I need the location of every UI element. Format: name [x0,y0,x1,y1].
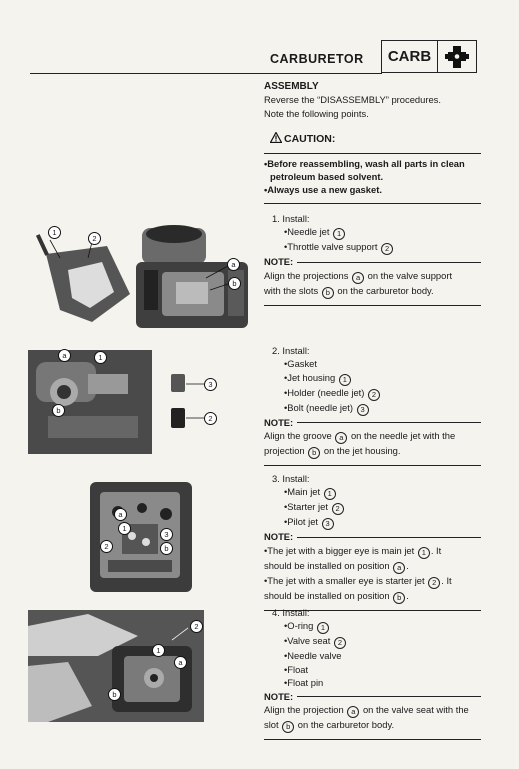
note-text: with the slots [264,284,321,296]
note-text: . [406,559,409,571]
callout-b: b [108,688,121,701]
part-number-circle: 1 [333,228,345,240]
callout-2: 2 [88,232,101,245]
note-text-line [264,703,481,718]
figure-2-photo [28,344,228,456]
figure-4-photo [28,606,210,726]
step-block-2 [264,344,481,466]
note-dash-rule [297,422,481,423]
note-label: NOTE: [264,256,294,268]
install-item [284,619,481,634]
note-text: •The jet with a smaller eye is starter jet [264,574,428,586]
note-text-line [264,269,481,284]
callout-3: 3 [160,528,173,541]
note-text-line [264,574,481,589]
caution-point-1-cont: petroleum based solvent. [270,171,384,183]
install-item-text: •Pilot jet [284,516,321,528]
install-item-text: •Jet housing [284,371,338,383]
install-item-text: •Main jet [284,486,323,498]
ref-circle: a [347,706,359,718]
ref-circle: b [322,287,334,299]
step-label: 3. Install: [272,473,310,484]
install-item-text: •Float pin [284,677,324,689]
ref-circle: b [393,592,405,604]
note-text-line [264,429,481,444]
callout-b: b [52,404,65,417]
part-number-circle: 1 [339,374,351,386]
ref-circle: a [393,562,405,574]
callout-1: 1 [152,644,165,657]
install-item [284,225,481,240]
note-text: on the needle jet with the [348,430,456,442]
figure-1-photo [32,214,254,334]
note-text: on the valve seat with the [360,704,469,716]
part-number-circle: 2 [334,637,346,649]
part-number-circle: 1 [317,622,329,634]
note-text: slot [264,719,282,731]
part-number-circle: 3 [357,404,369,416]
callout-1: 1 [94,351,107,364]
note-line [264,416,481,429]
note-label: NOTE: [264,531,294,543]
callout-a: a [174,656,187,669]
note-text-line [264,589,481,604]
assembly-intro-2: Note the following points. [264,107,369,119]
install-item [284,485,481,500]
install-item [284,676,481,689]
install-item [284,634,481,649]
note-text: on the carburetor body. [295,719,395,731]
install-item [284,649,481,662]
note-line [264,255,481,268]
note-label: NOTE: [264,690,294,702]
assembly-intro: Reverse the “DISASSEMBLY” procedures. [264,94,441,106]
carburetor-icon [438,41,476,72]
section-tab [381,40,477,73]
note-text: on the carburetor body. [334,284,434,296]
note-text: Align the groove [264,430,335,442]
note-line [264,690,481,703]
step-label: 4. Install: [272,607,310,618]
caution-heading: CAUTION: [284,132,336,145]
note-text: should be installed on position [264,589,393,601]
callout-b: b [228,277,241,290]
part-number-circle: 2 [368,389,380,401]
caution-point-2: •Always use a new gasket. [264,184,382,196]
install-item [284,386,481,401]
caution-point-1: •Before reassembling, wash all parts in clean [264,157,465,169]
caution-rule-top [264,153,481,154]
step-block-1 [264,212,481,306]
note-line [264,530,481,543]
ref-circle: b [282,721,294,733]
install-item [284,663,481,676]
install-item-text: •Bolt (needle jet) [284,401,356,413]
step-block-4 [264,606,481,740]
install-item [284,401,481,416]
install-item-text: •Valve seat [284,635,333,647]
callout-1: 1 [48,226,61,239]
part-number-circle: 1 [324,488,336,500]
page-title: CARBURETOR [270,52,364,66]
ref-circle: a [352,272,364,284]
install-item [284,500,481,515]
callout-2: 2 [204,412,217,425]
callout-a: a [58,349,71,362]
callout-b: b [160,542,173,555]
note-text: Align the projection [264,704,347,716]
note-text-line [264,444,481,459]
install-item-text: •Needle jet [284,226,333,238]
note-dash-rule [297,262,481,263]
ref-circle: a [335,432,347,444]
assembly-heading: ASSEMBLY [264,81,319,92]
section-rule [264,739,481,740]
install-item [284,357,481,370]
install-item-text: •O-ring [284,620,316,632]
ref-circle: 1 [418,547,430,559]
note-label: NOTE: [264,416,294,428]
callout-a: a [227,258,240,271]
install-item-text: •Throttle valve support [284,241,381,253]
figure-3-photo [88,478,196,596]
install-item-text: •Starter jet [284,501,331,513]
note-text-line [264,559,481,574]
caution-rule-bottom [264,203,481,204]
note-text: on the valve support [365,269,453,281]
header-rule [30,73,382,74]
ref-circle: b [308,447,320,459]
install-item-text: •Holder (needle jet) [284,386,368,398]
install-item-text: •Float [284,663,309,675]
note-text: . It [441,574,452,586]
callout-1: 1 [118,522,131,535]
install-item [284,240,481,255]
note-text: should be installed on position [264,559,393,571]
step-label: 1. Install: [272,213,310,224]
section-rule [264,305,481,306]
section-tab-label: CARB [382,41,438,72]
note-text: . [406,589,409,601]
part-number-circle: 3 [322,518,334,530]
assembly-section [264,80,481,204]
note-text: . It [430,544,442,556]
note-text: Align the projections [264,269,352,281]
install-item-text: •Needle valve [284,650,342,662]
install-item-text: •Gasket [284,358,317,370]
install-item [284,515,481,530]
part-number-circle: 2 [332,503,344,515]
note-text-line [264,544,481,559]
callout-2: 2 [100,540,113,553]
note-text: on the jet housing. [321,445,401,457]
step-block-3 [264,472,481,611]
caution-heading-row [264,132,481,146]
section-rule [264,465,481,466]
note-dash-rule [297,537,481,538]
callout-2: 2 [190,620,203,633]
note-text: •The jet with a bigger eye is main jet [264,544,417,556]
note-text: projection [264,445,308,457]
part-number-circle: 2 [381,243,393,255]
warning-triangle-icon [270,132,282,146]
note-text-line [264,718,481,733]
callout-3: 3 [204,378,217,391]
ref-circle: 2 [428,577,440,589]
step-label: 2. Install: [272,345,310,356]
install-item [284,371,481,386]
note-text-line [264,284,481,299]
callout-a: a [114,508,127,521]
note-dash-rule [297,696,481,697]
